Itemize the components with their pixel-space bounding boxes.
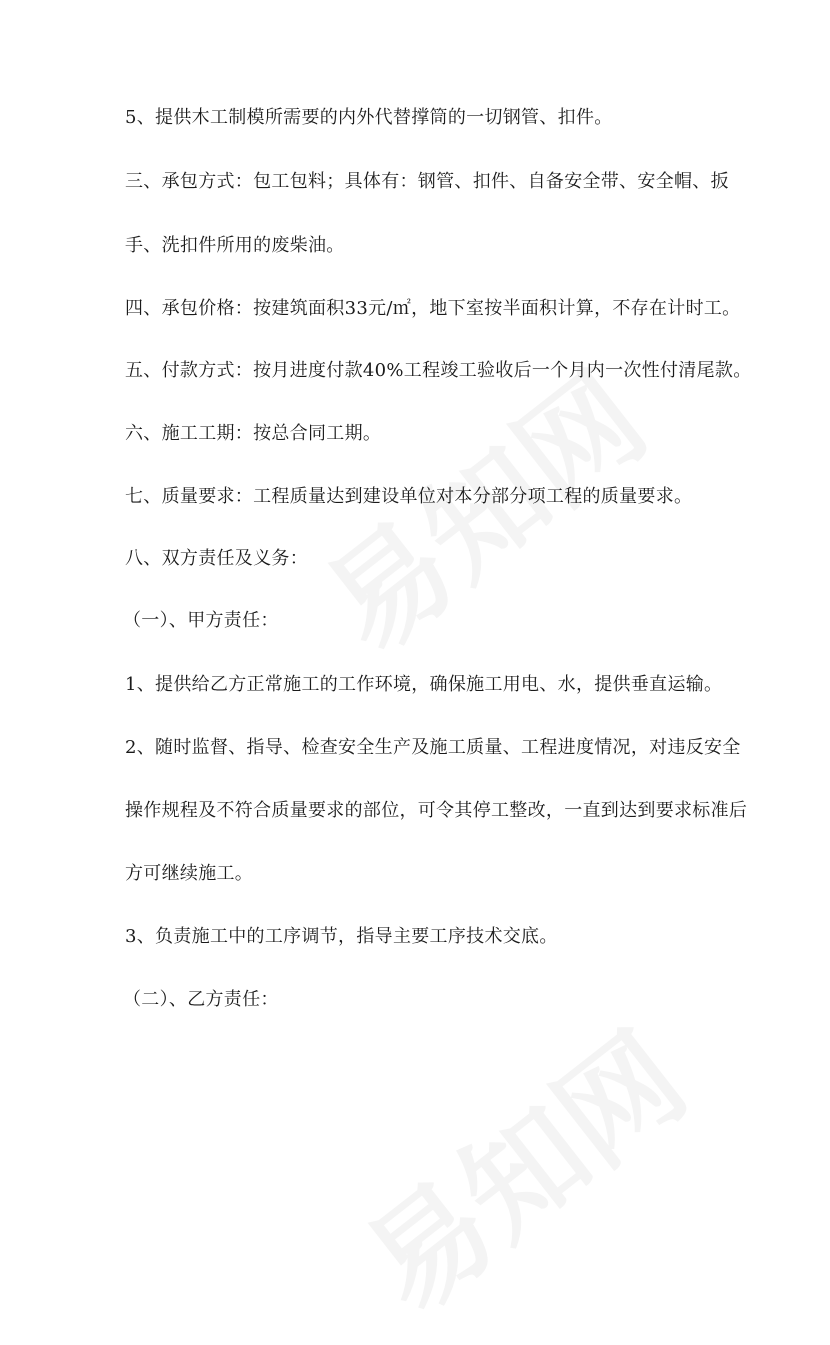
paragraph-line: 四、承包价格：按建筑面积33元/㎡，地下室按半面积计算，不存在计时工。 bbox=[125, 298, 741, 319]
section-heading: 八、双方责任及义务： bbox=[125, 548, 308, 569]
paragraph-line: 三、承包方式：包工包料；具体有：钢管、扣件、自备安全带、安全帽、扳 bbox=[125, 171, 729, 192]
paragraph-line: 操作规程及不符合质量要求的部位，可令其停工整改，一直到达到要求标准后 bbox=[125, 800, 748, 821]
paragraph-line: 七、质量要求：工程质量达到建设单位对本分部分项工程的质量要求。 bbox=[125, 486, 693, 507]
paragraph-line: 六、施工工期：按总合同工期。 bbox=[125, 423, 382, 444]
paragraph-line: 3、负责施工中的工序调节，指导主要工序技术交底。 bbox=[125, 926, 558, 947]
paragraph-line: 手、洗扣件所用的废柴油。 bbox=[125, 235, 345, 256]
paragraph-line: 2、随时监督、指导、检查安全生产及施工质量、工程进度情况，对违反安全 bbox=[125, 737, 741, 758]
paragraph-line: 5、提供木工制模所需要的内外代替撑筒的一切钢管、扣件。 bbox=[125, 107, 613, 128]
paragraph-line: 1、提供给乙方正常施工的工作环境，确保施工用电、水，提供垂直运输。 bbox=[125, 674, 723, 695]
subsection-heading: （一）、甲方责任： bbox=[123, 610, 279, 631]
paragraph-line: 五、付款方式：按月进度付款40%工程竣工验收后一个月内一次性付清尾款。 bbox=[125, 360, 752, 381]
paragraph-line: 方可继续施工。 bbox=[125, 863, 254, 884]
watermark bbox=[325, 987, 715, 1344]
subsection-heading: （二）、乙方责任： bbox=[123, 989, 279, 1010]
